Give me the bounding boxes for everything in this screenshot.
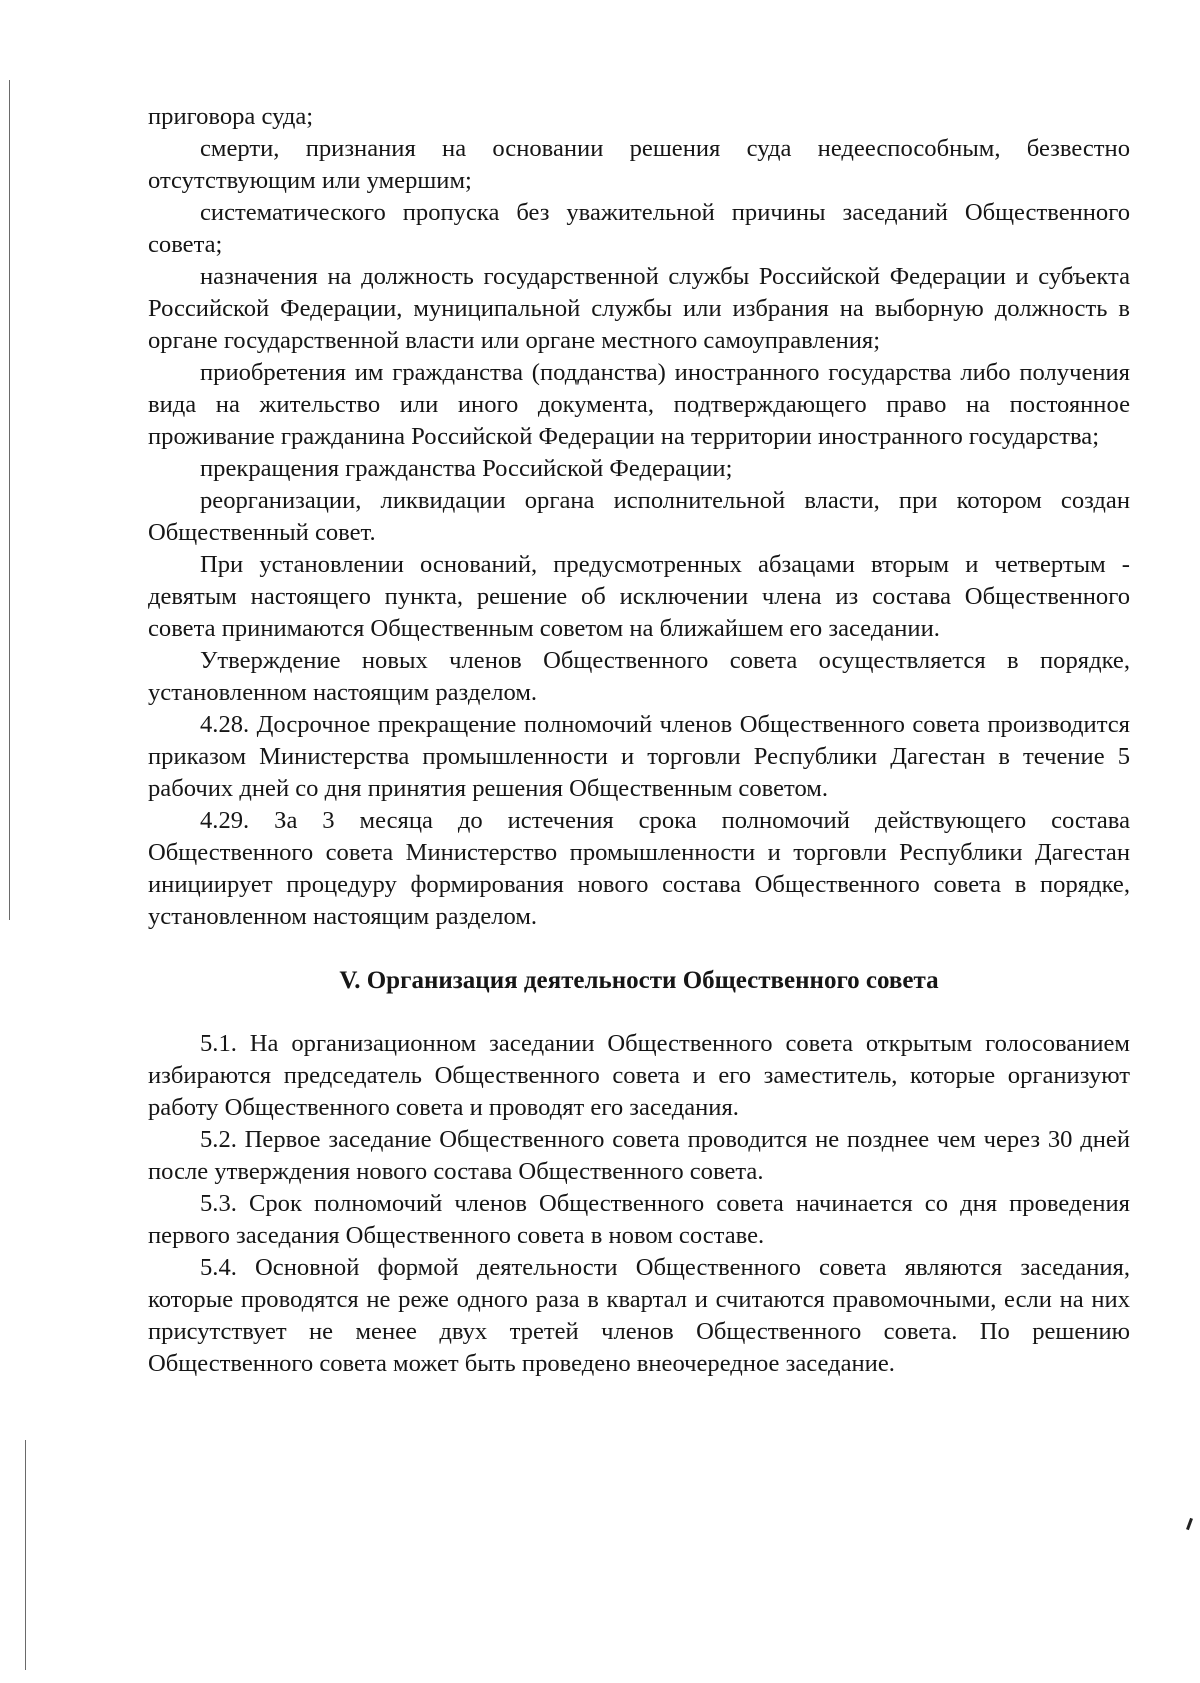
paragraph-5-4: 5.4. Основной формой деятельности Общественного совета являются заседания, которые проводятся не реже одного раза в квартал и считаются правомочными, если на них присутствует не менее двух третей членов Общественного совета. По решению Общественного совета может быть проведено внеочередное заседание. — [148, 1254, 1130, 1377]
paragraph: приговора суда; — [148, 103, 314, 130]
paragraph: приобретения им гражданства (подданства) иностранного государства либо получения вида на жительство или иного документа, подтверждающего право на постоянное проживание гражданина Российской Федерации на территории иностранного государства; — [148, 359, 1130, 450]
scan-artifact-mark — [1186, 1518, 1193, 1530]
document-body — [148, 101, 1130, 1380]
section-heading: V. Организация деятельности Общественного совета — [339, 967, 939, 994]
paragraph: систематического пропуска без уважительной причины заседаний Общественного совета; — [148, 199, 1130, 258]
paragraph-4-28: 4.28. Досрочное прекращение полномочий членов Общественного совета производится приказом Министерства промышленности и торговли Республики Дагестан в течение 5 рабочих дней со дня принятия решения Общественным советом. — [148, 711, 1130, 802]
scan-edge-line — [25, 1440, 26, 1670]
paragraph-5-2: 5.2. Первое заседание Общественного совета проводится не позднее чем через 30 дней после утверждения нового состава Общественного совета. — [148, 1126, 1130, 1185]
paragraph-5-3: 5.3. Срок полномочий членов Общественного совета начинается со дня проведения первого заседания Общественного совета в новом составе. — [148, 1190, 1130, 1249]
scan-edge-line — [9, 80, 10, 920]
paragraph-4-29: 4.29. За 3 месяца до истечения срока полномочий действующего состава Общественного совета Министерство промышленности и торговли Республики Дагестан инициирует процедуру формирования нового состава Общественного совета в порядке, установленном настоящим разделом. — [148, 807, 1130, 930]
paragraph: Утверждение новых членов Общественного совета осуществляется в порядке, установленном настоящим разделом. — [148, 647, 1130, 706]
paragraph: прекращения гражданства Российской Федерации; — [200, 455, 733, 482]
paragraph: реорганизации, ликвидации органа исполнительной власти, при котором создан Общественный совет. — [148, 487, 1130, 546]
paragraph-5-1: 5.1. На организационном заседании Общественного совета открытым голосованием избираются председатель Общественного совета и его заместитель, которые организуют работу Общественного совета и проводят его заседания. — [148, 1030, 1130, 1121]
paragraph: назначения на должность государственной службы Российской Федерации и субъекта Российской Федерации, муниципальной службы или избрания на выборную должность в органе государственной власти или органе местного самоуправления; — [148, 263, 1130, 354]
paragraph: При установлении оснований, предусмотренных абзацами вторым и четвертым - девятым настоящего пункта, решение об исключении члена из состава Общественного совета принимаются Общественным советом на ближайшем его заседании. — [148, 551, 1130, 642]
paragraph: смерти, признания на основании решения суда недееспособным, безвестно отсутствующим или умершим; — [148, 135, 1130, 194]
